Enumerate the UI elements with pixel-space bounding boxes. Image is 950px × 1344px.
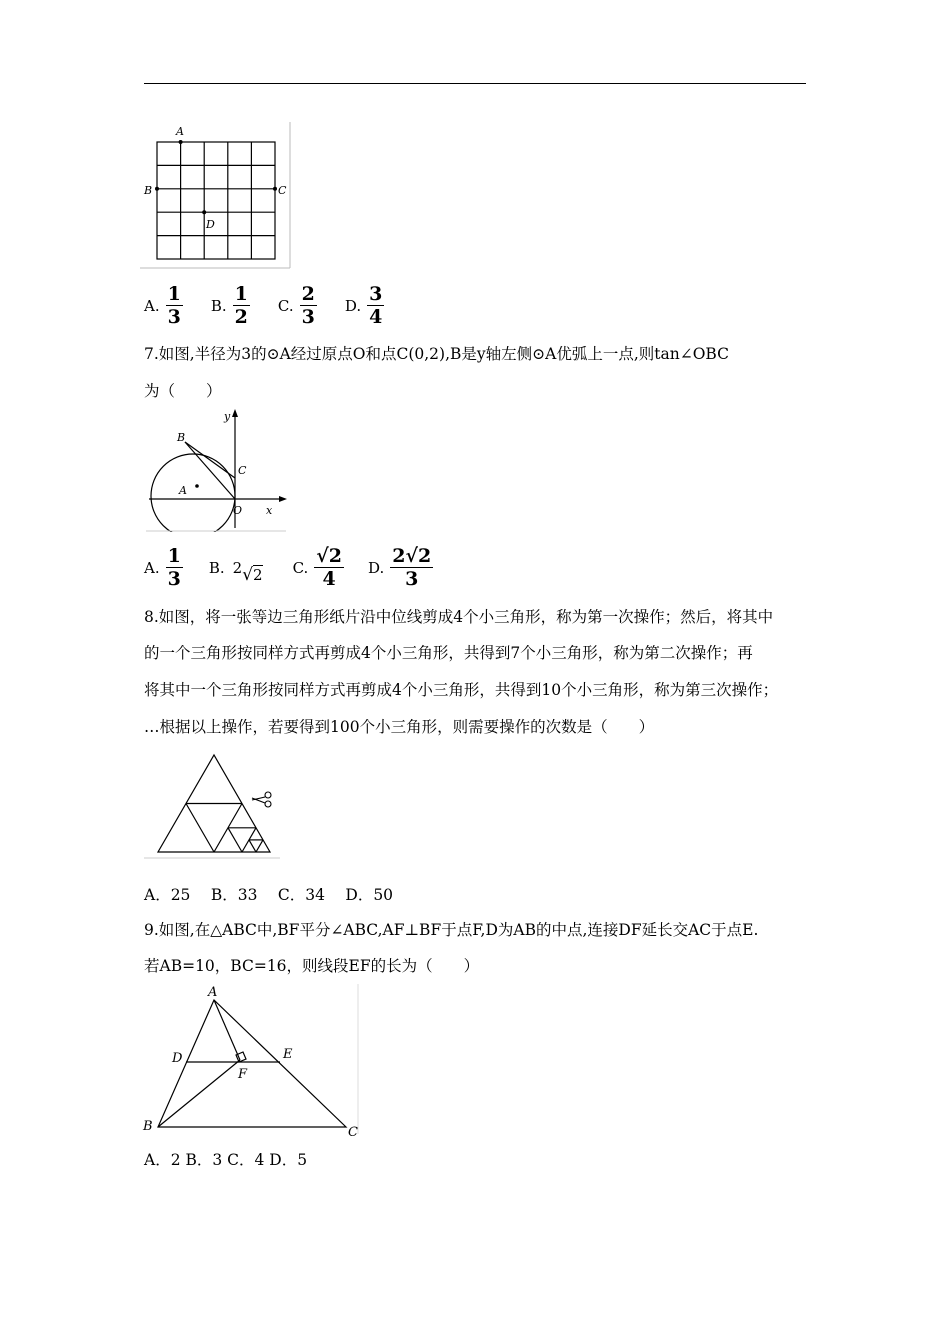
q9-label-b: B [143, 1119, 153, 1134]
q7-option-c: C. $\frac{√2}{4}$ [292, 545, 343, 590]
q7-question-line1: 7.如图,半径为3的⊙A经过原点O和点C(0,2),B是y轴左侧⊙A优弧上一点,则tan∠OBC [144, 345, 729, 363]
q7-option-b: B. 2 √ 2 [208, 558, 263, 585]
q7-label-o: O [233, 504, 243, 517]
q6-point-b [155, 187, 159, 191]
q8-options: A．25 B．33 C．34 D．50 [144, 886, 394, 904]
q6-point-c [273, 187, 277, 191]
q6-option-c: C. $\frac{2}{3}$ [277, 283, 315, 328]
q7-label-a: A [179, 484, 187, 497]
q6-label-c: C [278, 184, 287, 197]
q7-point-a [195, 484, 199, 488]
q8-question-line3: 将其中一个三角形按同样方式再剪成4个小三角形，共得到10个小三角形，称为第三次操作； [144, 681, 779, 699]
q7-option-d: D. $\frac{2√2}{3}$ [368, 545, 432, 590]
q7-sqrt-symbol: √ [242, 564, 254, 585]
q6-point-a [179, 140, 183, 144]
q9-triangle-figure [140, 984, 362, 1140]
q6-option-d: D. $\frac{3}{4}$ [344, 283, 383, 328]
q6-label-b: B [144, 184, 153, 197]
q9-options: A．2 B．3 C．4 D．5 [144, 1151, 308, 1169]
header-rule [144, 83, 806, 84]
q9-question-line1: 9.如图,在△ABC中,BF平分∠ABC,AF⊥BF于点F,D为AB的中点,连接DF延长交AC于点E. [144, 921, 759, 939]
q7-label-b: B [177, 431, 186, 444]
q6-grid-figure [140, 122, 292, 270]
scissors-icon [252, 792, 271, 807]
q8-question-line4: …根据以上操作，若要得到100个小三角形，则需要操作的次数是（ ） [144, 718, 655, 736]
q9-label-c: C [348, 1125, 358, 1140]
q7-label-c: C [238, 464, 247, 477]
q7-label-x: x [266, 504, 273, 517]
q9-label-f: F [238, 1067, 248, 1082]
q6-option-b: B. $\frac{1}{2}$ [210, 283, 248, 328]
q6-point-d [202, 210, 206, 214]
q6-label-a: A [176, 125, 184, 138]
q7-options [144, 546, 433, 589]
q8-question-line2: 的一个三角形按同样方式再剪成4个小三角形，共得到7个小三角形，称为第二次操作；再 [144, 644, 753, 662]
q9-question-line2: 若AB=10，BC=16，则线段EF的长为（ ） [144, 957, 480, 975]
q9-label-a: A [208, 985, 218, 1000]
q7-question-line2: 为（ ） [144, 382, 222, 400]
q8-question-line1: 8.如图，将一张等边三角形纸片沿中位线剪成4个小三角形，称为第一次操作；然后，将其中 [144, 608, 774, 626]
q7-label-y: y [224, 410, 231, 423]
q9-label-d: D [172, 1051, 183, 1066]
q7-circle-figure [146, 408, 288, 532]
q6-option-a: A. $\frac{1}{3}$ [144, 283, 181, 328]
q6-label-d: D [206, 218, 215, 231]
q7-option-a: A. $\frac{1}{3}$ [144, 545, 181, 590]
q9-label-e: E [283, 1047, 293, 1062]
q8-triangle-figure [144, 748, 282, 860]
q6-options [144, 284, 384, 327]
